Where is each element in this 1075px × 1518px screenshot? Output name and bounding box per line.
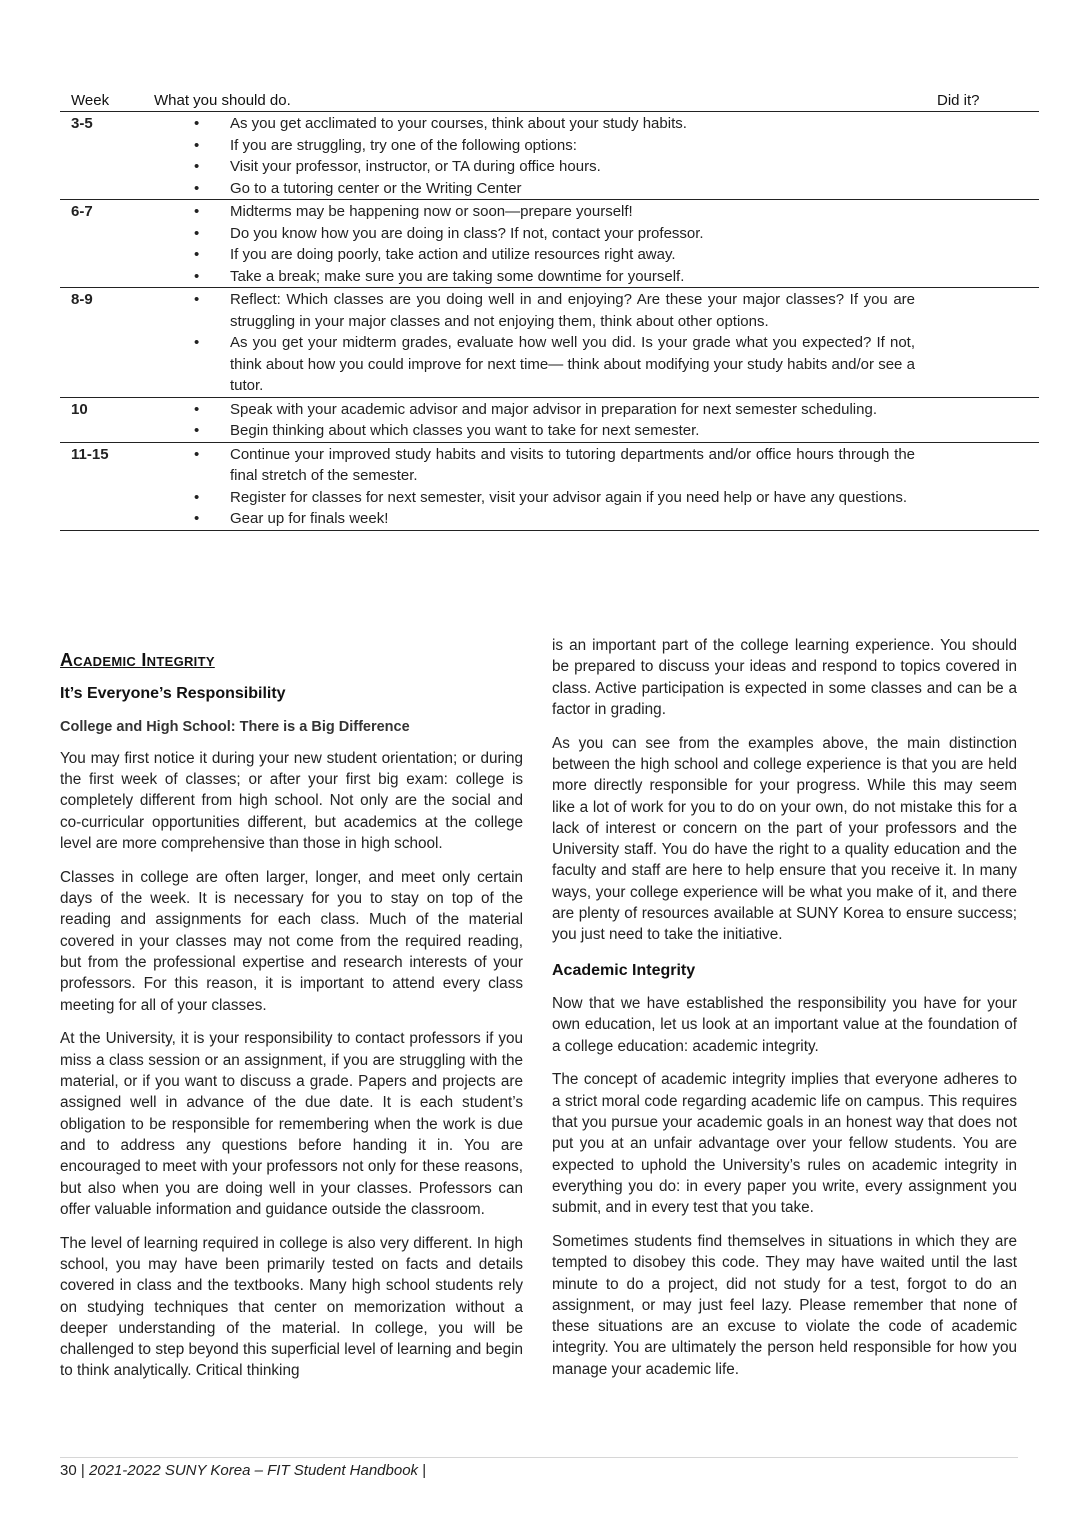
table-row <box>60 443 1039 531</box>
paragraph: As you can see from the examples above, the main distinction between the high school and college experience is that you are held more directly responsible for your progress. While this may seem like a lot of work for you to do on your own, do not mistake this for a lack of interest or concern on the part of your professors and the University staff. You do have the right to a quality education and the faculty and staff are here to help ensure that you receive it. In many ways, your college experience will be what you make of it, and there are plenty of resources available at SUNY Korea to ensure success; you just need to take the initiative. <box>552 734 1017 944</box>
subsubtitle: College and High School: There is a Big Difference <box>60 718 410 735</box>
paragraph: The level of learning required in college is also very different. In high school, you may have been primarily tested on facts and details covered in class and the textbooks. Many high school students rely on studying techniques that center on memorization without a deeper understanding of the material. In college, you will be challenged to step beyond this superficial level of learning and begin to think analytically. Critical thinking <box>60 1234 523 1380</box>
page-footer <box>60 1462 426 1479</box>
subtitle: It’s Everyone’s Responsibility <box>60 685 286 703</box>
task-item: • Go to a tutoring center or the Writing Center <box>230 178 915 200</box>
academic-integrity-heading: Academic Integrity <box>552 961 696 979</box>
table-row <box>60 398 1039 443</box>
task-item: • Gear up for finals week! <box>230 508 915 530</box>
table-row <box>60 200 1039 288</box>
page-number: 30 <box>60 1462 77 1479</box>
table-row <box>60 288 1039 398</box>
task-item: • Continue your improved study habits and visits to tutoring departments and/or office hours through the final stretch of the semester. <box>230 444 915 487</box>
week-label: 8-9 <box>71 291 93 308</box>
task-list <box>60 201 915 287</box>
paragraph: The concept of academic integrity implies that everyone adheres to a strict moral code regarding academic life on campus. This requires that you pursue your academic goals in an honest way that does not put you at an unfair advantage over your fellow students. You are expected to uphold the University’s rules on academic integrity in everything you do: in every paper you write, every assignment you submit, and in every test that you take. <box>552 1071 1017 1217</box>
paragraph: Now that we have established the responsibility you have for your own education, let us look at an important value at the foundation of a college education: academic integrity. <box>552 994 1017 1055</box>
week-checklist-table <box>60 90 1039 531</box>
task-item: • Visit your professor, instructor, or TA during office hours. <box>230 156 915 178</box>
task-item: • As you get your midterm grades, evaluate how well you did. Is your grade what you expected? If not, think about how you could improve for next time— think about modifying your study habits and/or see a tutor. <box>230 332 915 397</box>
week-label: 6-7 <box>71 203 93 220</box>
week-label: 3-5 <box>71 115 93 132</box>
article-right-column <box>552 635 1017 1393</box>
paragraph: is an important part of the college learning experience. You should be prepared to discuss your ideas and respond to topics covered in class. Active participation is expected in some classes and can be a factor in grading. <box>552 637 1017 718</box>
task-list <box>60 444 915 530</box>
paragraph: You may first notice it during your new student orientation; or during the first week of classes; or after your first big exam: college is completely different from high school. Not only are the social and co-curricular opportunities different, but academics at the college level are more comprehensive than those in high school. <box>60 749 523 853</box>
table-header <box>60 90 1039 112</box>
task-item: • As you get acclimated to your courses, think about your study habits. <box>230 113 915 135</box>
task-item: • If you are doing poorly, take action and utilize resources right away. <box>230 244 915 266</box>
paragraph: Classes in college are often larger, longer, and meet only certain days of the week. It is necessary for you to stay on top of the reading and assignments for each class. Much of the material covered in your classes may not come from the required reading, but from the professional expertise and research interests of your professors. For this reason, it is important to attend every class meeting for all of your classes. <box>60 868 523 1014</box>
task-list <box>60 113 915 199</box>
table-row <box>60 112 1039 200</box>
task-item: • Speak with your academic advisor and major advisor in preparation for next semester scheduling. <box>230 399 915 421</box>
task-list <box>60 289 915 397</box>
header-did-it: Did it? <box>937 92 980 109</box>
handbook-title: 2021-2022 SUNY Korea – FIT Student Handbook <box>88 1462 419 1479</box>
header-week: Week <box>71 92 110 109</box>
task-item: • Do you know how you are doing in class? If not, contact your professor. <box>230 223 915 245</box>
footer-separator: | <box>80 1462 85 1479</box>
task-item: • Reflect: Which classes are you doing well in and enjoying? Are these your major classes? If you are struggling in your major classes and not enjoying them, think about other options. <box>230 289 915 332</box>
section-title: Academic Integrity <box>60 650 215 670</box>
article-left-column <box>60 650 523 1394</box>
task-list <box>60 399 915 442</box>
paragraph: At the University, it is your responsibility to contact professors if you miss a class session or an assignment, if you are struggling with the material, or if you want to discuss a grade. Papers and projects are assigned well in advance of the due date. It is each student’s obligation to be responsible for remembering when the work is due and to address any questions before handing it in. You are encouraged to meet with your professors not only for these reasons, but also when you are doing well in your classes. Professors can offer valuable information and guidance outside the classroom. <box>60 1030 523 1218</box>
task-item: • Begin thinking about which classes you want to take for next semester. <box>230 420 915 442</box>
task-item: • Take a break; make sure you are taking some downtime for yourself. <box>230 266 915 288</box>
task-item: • Register for classes for next semester, visit your advisor again if you need help or have any questions. <box>230 487 915 509</box>
task-item: • Midterms may be happening now or soon—prepare yourself! <box>230 201 915 223</box>
task-item: • If you are struggling, try one of the following options: <box>230 135 915 157</box>
paragraph: Sometimes students find themselves in situations in which they are tempted to disobey this code. They may have waited until the last minute to do a project, did not study for a test, forgot to do an assignment, or may just feel lazy. Please remember that none of these situations are an excuse to violate the code of academic integrity. You are ultimately the person held responsible for how you manage your academic life. <box>552 1232 1017 1378</box>
footer-divider <box>60 1457 1018 1458</box>
footer-separator: | <box>422 1462 427 1479</box>
week-label: 10 <box>71 400 88 418</box>
header-what: What you should do. <box>154 92 291 109</box>
week-label: 11-15 <box>71 445 109 463</box>
